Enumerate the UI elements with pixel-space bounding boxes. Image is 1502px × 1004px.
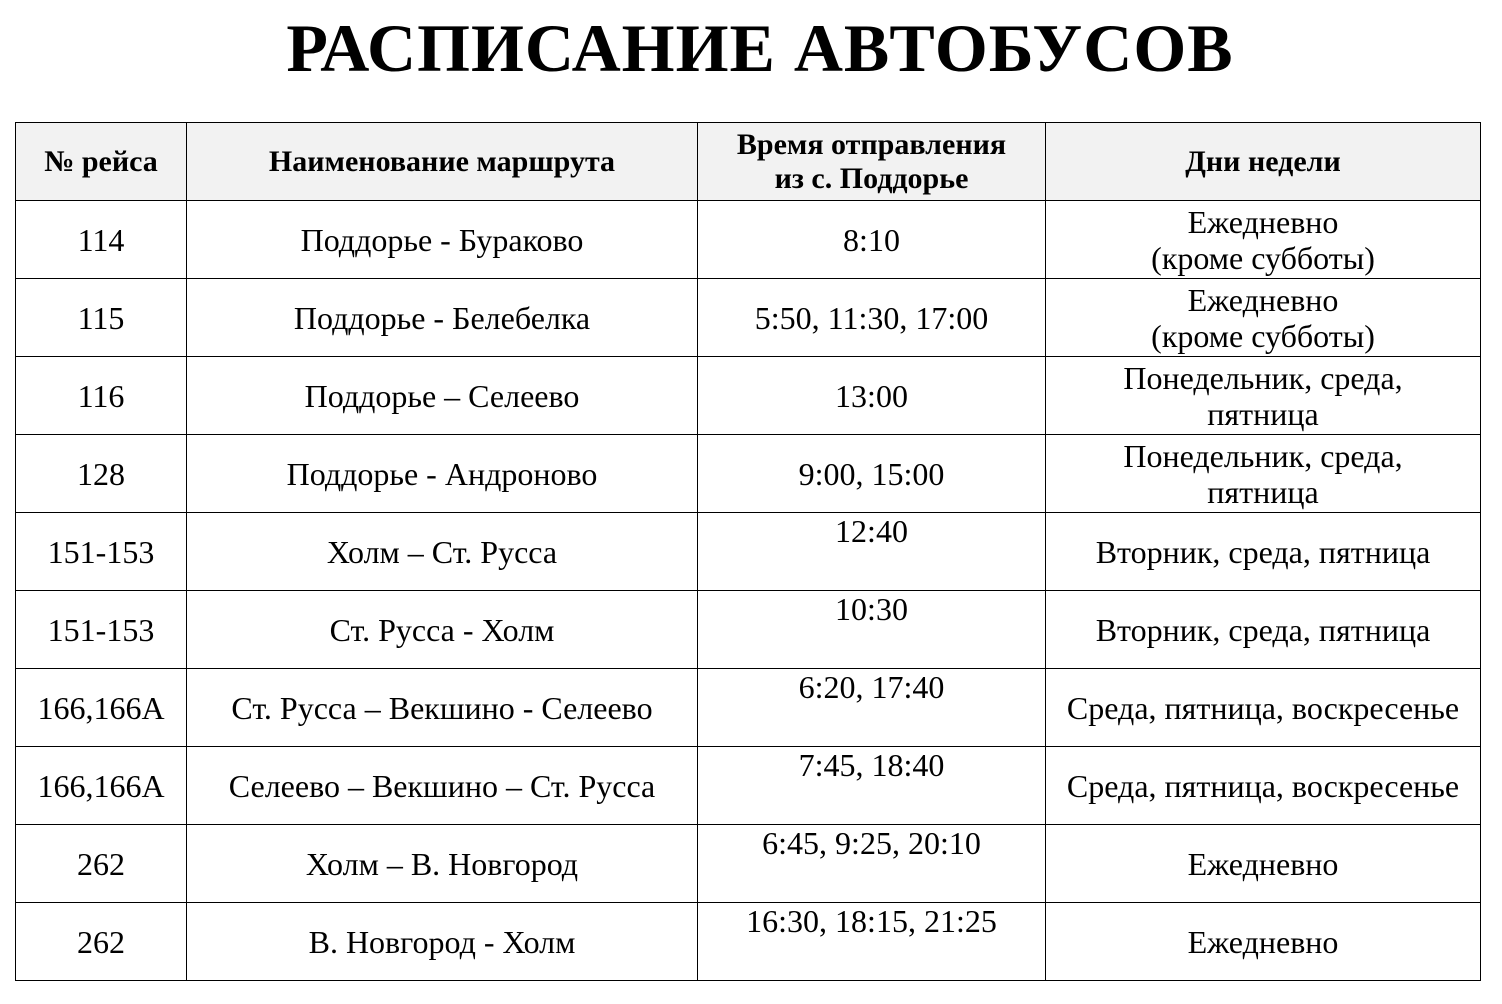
departure-time-cell: 5:50, 11:30, 17:00 <box>698 279 1046 357</box>
table-row <box>16 357 1481 435</box>
bus-schedule-table <box>15 122 1481 981</box>
route-number-cell: 115 <box>16 279 187 357</box>
table-row <box>16 903 1481 981</box>
table-row <box>16 513 1481 591</box>
route-name-cell: Ст. Русса – Векшино - Селеево <box>187 669 698 747</box>
route-name-cell: Селеево – Векшино – Ст. Русса <box>187 747 698 825</box>
header-route-name: Наименование маршрута <box>187 123 698 201</box>
header-route-number: № рейса <box>16 123 187 201</box>
header-days: Дни недели <box>1046 123 1481 201</box>
table-row <box>16 279 1481 357</box>
route-number-cell: 116 <box>16 357 187 435</box>
table-row <box>16 747 1481 825</box>
days-cell: Ежедневно <box>1046 825 1481 903</box>
departure-time-cell: 7:45, 18:40 <box>698 747 1046 825</box>
departure-time-cell: 6:20, 17:40 <box>698 669 1046 747</box>
route-name-cell: Поддорье - Андроново <box>187 435 698 513</box>
days-cell: Вторник, среда, пятница <box>1046 591 1481 669</box>
route-number-cell: 262 <box>16 903 187 981</box>
header-departure-time: Время отправления из с. Поддорье <box>698 123 1046 201</box>
table-row <box>16 591 1481 669</box>
page-title: РАСПИСАНИЕ АВТОБУСОВ <box>286 10 1234 86</box>
departure-time-cell: 6:45, 9:25, 20:10 <box>698 825 1046 903</box>
route-number-cell: 166,166А <box>16 669 187 747</box>
days-cell: Ежедневно <box>1046 903 1481 981</box>
table-header-row <box>16 123 1481 201</box>
route-number-cell: 151-153 <box>16 513 187 591</box>
departure-time-cell: 8:10 <box>698 201 1046 279</box>
days-cell: Понедельник, среда, пятница <box>1046 357 1481 435</box>
route-number-cell: 151-153 <box>16 591 187 669</box>
departure-time-cell: 16:30, 18:15, 21:25 <box>698 903 1046 981</box>
table-row <box>16 669 1481 747</box>
departure-time-cell: 10:30 <box>698 591 1046 669</box>
departure-time-cell: 13:00 <box>698 357 1046 435</box>
table-row <box>16 435 1481 513</box>
route-number-cell: 262 <box>16 825 187 903</box>
days-cell: Среда, пятница, воскресенье <box>1046 669 1481 747</box>
route-name-cell: В. Новгород - Холм <box>187 903 698 981</box>
days-cell: Вторник, среда, пятница <box>1046 513 1481 591</box>
days-cell: Среда, пятница, воскресенье <box>1046 747 1481 825</box>
route-name-cell: Поддорье - Белебелка <box>187 279 698 357</box>
route-number-cell: 166,166А <box>16 747 187 825</box>
days-cell: Ежедневно (кроме субботы) <box>1046 201 1481 279</box>
route-name-cell: Холм – Ст. Русса <box>187 513 698 591</box>
route-number-cell: 128 <box>16 435 187 513</box>
departure-time-cell: 9:00, 15:00 <box>698 435 1046 513</box>
route-name-cell: Поддорье - Бураково <box>187 201 698 279</box>
days-cell: Понедельник, среда, пятница <box>1046 435 1481 513</box>
departure-time-cell: 12:40 <box>698 513 1046 591</box>
route-number-cell: 114 <box>16 201 187 279</box>
table-row <box>16 825 1481 903</box>
days-cell: Ежедневно (кроме субботы) <box>1046 279 1481 357</box>
route-name-cell: Холм – В. Новгород <box>187 825 698 903</box>
route-name-cell: Поддорье – Селеево <box>187 357 698 435</box>
route-name-cell: Ст. Русса - Холм <box>187 591 698 669</box>
table-row <box>16 201 1481 279</box>
